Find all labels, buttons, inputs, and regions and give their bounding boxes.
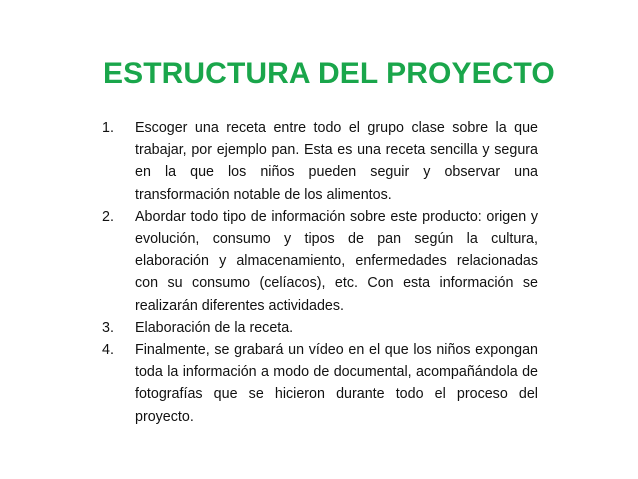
list-item-text: Abordar todo tipo de información sobre este producto: origen y evolución, consumo y tipos de pan según la cultura, elaboración y almacenamiento, enfermedades relacionadas con su consumo (celíacos), etc. Con esta información se realizarán diferentes actividades. xyxy=(135,208,538,314)
list-item-number: 3. xyxy=(102,319,114,336)
project-steps-list xyxy=(102,117,538,428)
list-item-text: Elaboración de la receta. xyxy=(135,319,294,336)
list-item-text: Finalmente, se grabará un vídeo en el que los niños expongan toda la información a modo de documental, acompañándola de fotografías que se hicieron durante todo el proceso del proyecto. xyxy=(135,342,538,425)
list-item-number: 2. xyxy=(102,208,114,225)
list-item xyxy=(102,317,538,339)
slide-title: ESTRUCTURA DEL PROYECTO xyxy=(103,57,555,90)
list-item-text: Escoger una receta entre todo el grupo clase sobre la que trabajar, por ejemplo pan. Esta es una receta sencilla y segura en la que los niños pueden seguir y observar una transformación notable de los alimentos. xyxy=(135,120,538,203)
list-item-number: 4. xyxy=(102,342,114,359)
list-item-number: 1. xyxy=(102,120,114,136)
list-item xyxy=(102,206,538,317)
list-item xyxy=(102,339,538,428)
list-item xyxy=(102,117,538,206)
